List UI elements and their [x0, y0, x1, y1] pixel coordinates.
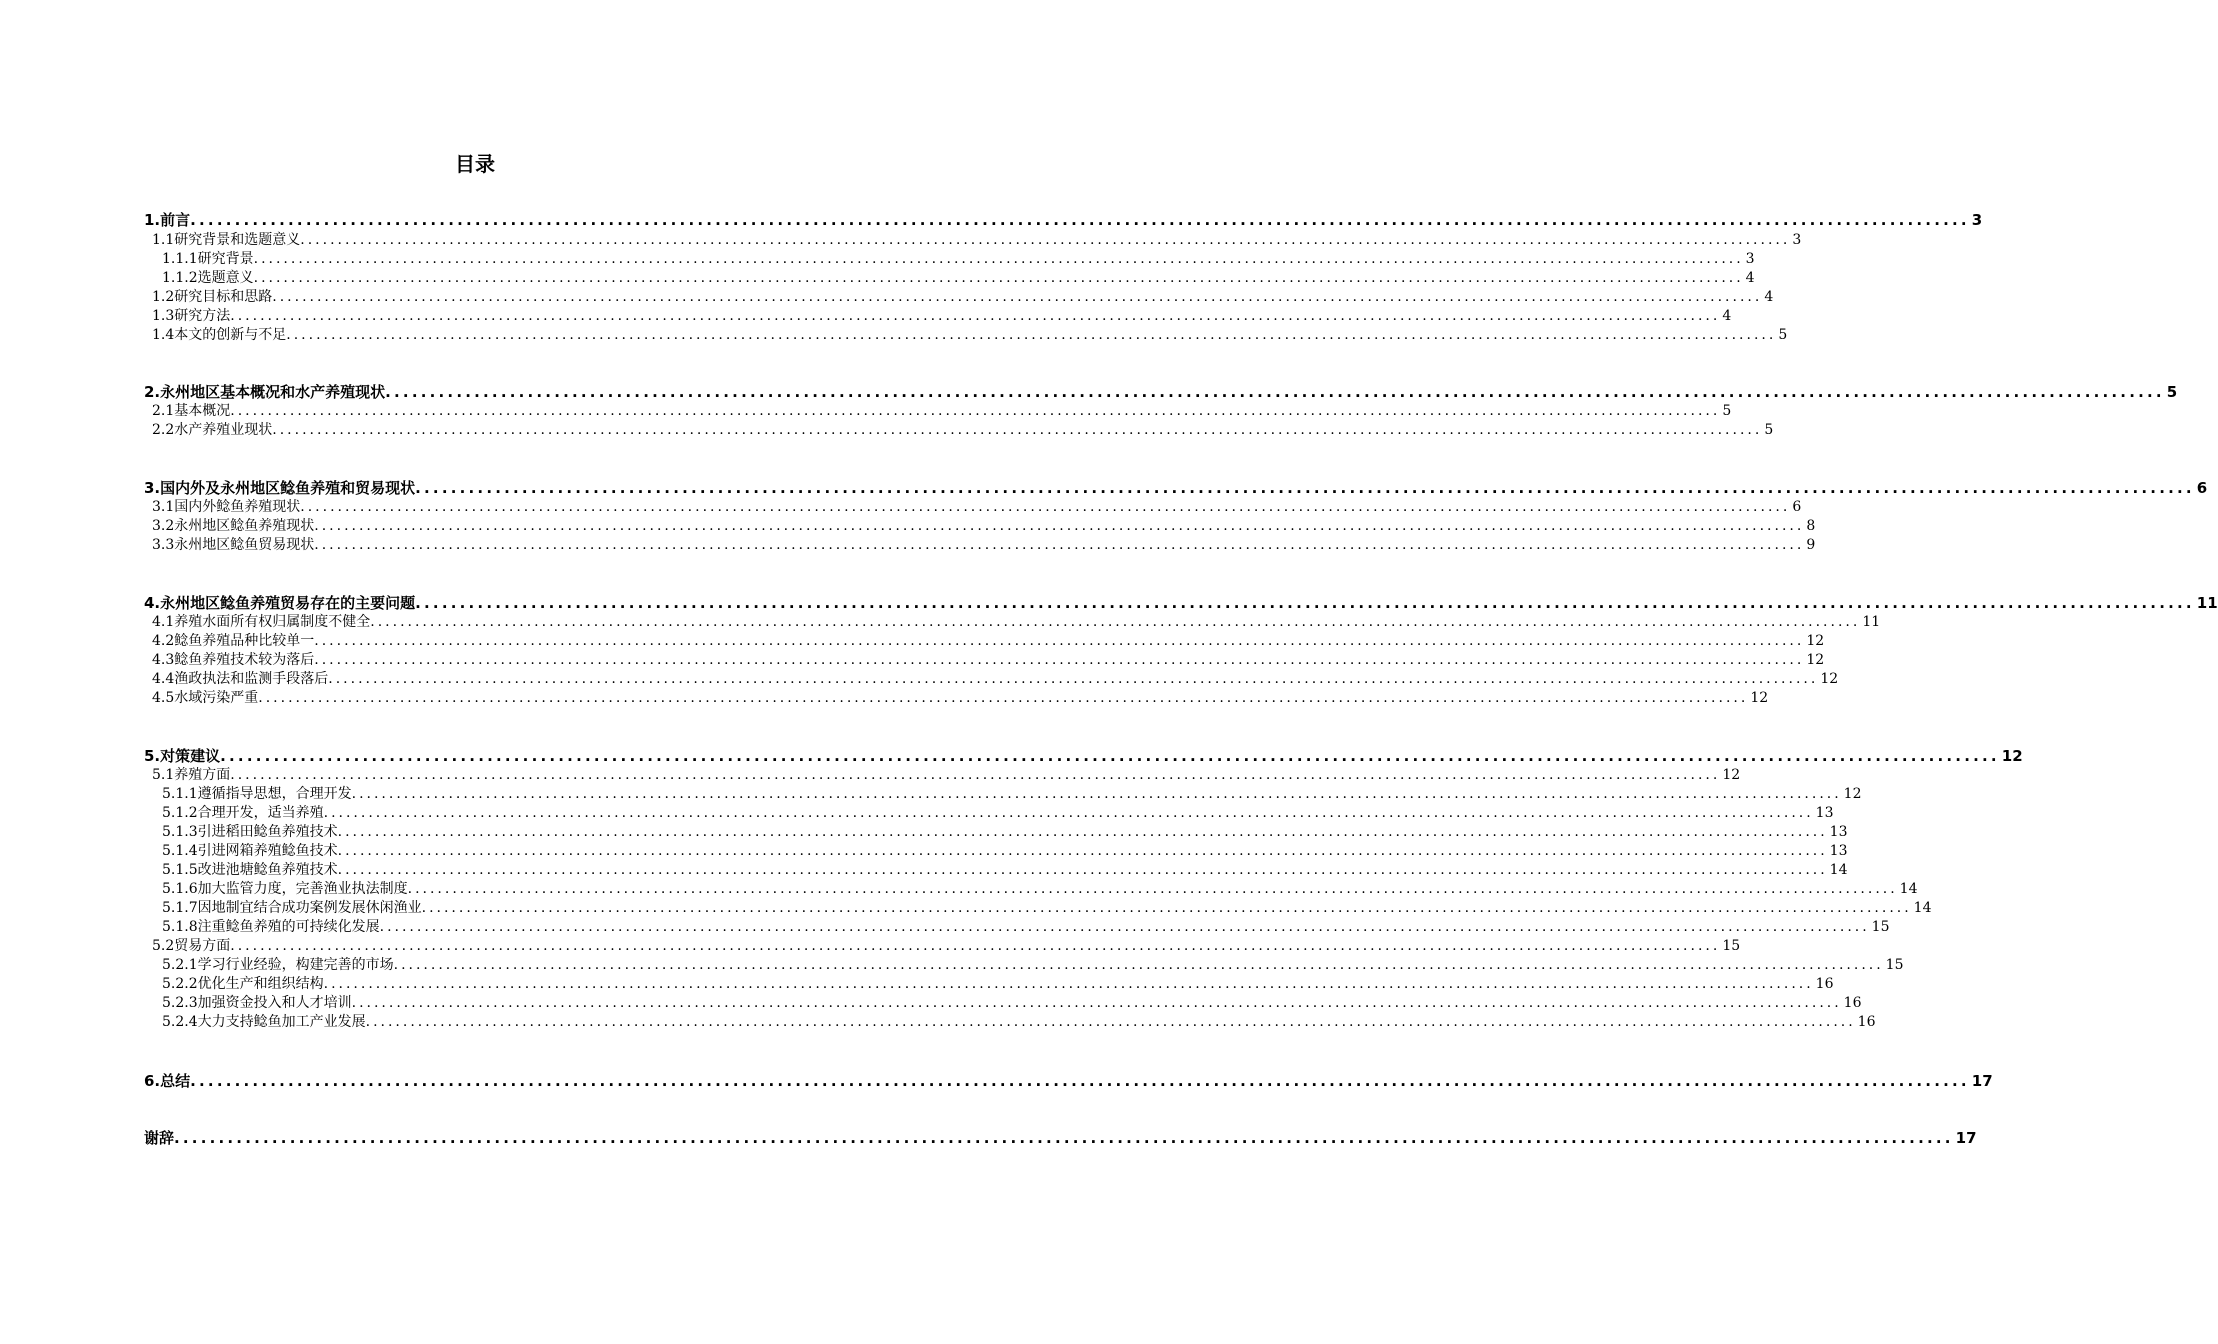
- toc-entry[interactable]: [152, 766, 1741, 785]
- toc-entry-page: 9: [1806, 537, 1816, 553]
- toc-leader-dots: ........................................................................................................................................................................................................: [314, 518, 1805, 534]
- toc-entry-label: 1.1.2选题意义: [162, 270, 254, 286]
- toc-entry[interactable]: [152, 670, 1839, 689]
- toc-leader-dots: ........................................................................................................................................................................................................: [272, 289, 1763, 305]
- toc-entry-page: 12: [1750, 690, 1769, 706]
- toc-entry[interactable]: [144, 1071, 1993, 1091]
- toc-entry[interactable]: [162, 975, 1834, 994]
- toc-entry[interactable]: [152, 288, 1774, 307]
- toc-entry[interactable]: [152, 307, 1732, 326]
- toc-entry-page: 5: [1722, 403, 1732, 419]
- toc-entry-label: 1.4本文的创新与不足: [152, 327, 287, 343]
- toc-entry-page: 5: [1764, 422, 1774, 438]
- toc-entry-label: 5.1.7因地制宜结合成功案例发展休闲渔业: [162, 900, 422, 916]
- toc-entry[interactable]: [144, 382, 2178, 402]
- toc-leader-dots: ........................................................................................................................................................................................................: [328, 671, 1819, 687]
- toc-leader-dots: ........................................................................................................................................................................................................: [272, 422, 1763, 438]
- toc-leader-dots: ........................................................................................................................................................................................................: [190, 1072, 1970, 1090]
- toc-entry[interactable]: [162, 899, 1932, 918]
- toc-entry[interactable]: [162, 804, 1834, 823]
- toc-leader-dots: ........................................................................................................................................................................................................: [407, 881, 1898, 897]
- toc-entry-label: 3.2永州地区鲶鱼养殖现状: [152, 518, 315, 534]
- toc-leader-dots: ........................................................................................................................................................................................................: [314, 537, 1805, 553]
- toc-entry[interactable]: [152, 498, 1802, 517]
- toc-leader-dots: ........................................................................................................................................................................................................: [385, 383, 2165, 401]
- toc-entry[interactable]: [162, 1013, 1876, 1032]
- toc-entry[interactable]: [152, 421, 1774, 440]
- toc-leader-dots: ........................................................................................................................................................................................................: [220, 747, 2000, 765]
- toc-entry[interactable]: [152, 651, 1825, 670]
- toc-leader-dots: ........................................................................................................................................................................................................: [365, 1014, 1856, 1030]
- toc-entry[interactable]: [162, 861, 1848, 880]
- toc-entry-label: 5.1养殖方面: [152, 767, 231, 783]
- toc-leader-dots: ........................................................................................................................................................................................................: [174, 1129, 1954, 1147]
- toc-entry[interactable]: [144, 746, 2023, 766]
- toc-entry-label: 4.2鲶鱼养殖品种比较单一: [152, 633, 315, 649]
- toc-entry[interactable]: [152, 517, 1816, 536]
- toc-entry[interactable]: [162, 823, 1848, 842]
- toc-entry-label: 5.2.2优化生产和组织结构: [162, 976, 324, 992]
- toc-entry-label: 6.总结: [144, 1072, 191, 1090]
- toc-entry-page: 16: [1815, 976, 1834, 992]
- toc-entry[interactable]: [162, 956, 1904, 975]
- toc-entry-page: 4: [1722, 308, 1732, 324]
- toc-leader-dots: ........................................................................................................................................................................................................: [258, 690, 1749, 706]
- toc-entry-page: 13: [1815, 805, 1834, 821]
- toc-entry[interactable]: [162, 918, 1890, 937]
- toc-entry[interactable]: [162, 994, 1862, 1013]
- toc-entry-page: 16: [1857, 1014, 1876, 1030]
- toc-entry-page: 4: [1764, 289, 1774, 305]
- toc-entry-page: 14: [1899, 881, 1918, 897]
- toc-entry-label: 1.1.1研究背景: [162, 251, 254, 267]
- toc-leader-dots: ........................................................................................................................................................................................................: [337, 824, 1828, 840]
- toc-entry-page: 12: [2001, 747, 2023, 765]
- toc-entry-page: 3: [1745, 251, 1755, 267]
- toc-entry-label: 4.永州地区鲶鱼养殖贸易存在的主要问题: [144, 594, 416, 612]
- toc-entry-label: 5.1.1遵循指导思想，合理开发: [162, 786, 352, 802]
- toc-entry-label: 5.对策建议: [144, 747, 221, 765]
- toc-leader-dots: ........................................................................................................................................................................................................: [351, 786, 1842, 802]
- toc-entry-page: 8: [1806, 518, 1816, 534]
- toc-entry-label: 2.2水产养殖业现状: [152, 422, 273, 438]
- toc-entry-label: 5.1.8注重鲶鱼养殖的可持续化发展: [162, 919, 380, 935]
- toc-entry-page: 13: [1829, 824, 1848, 840]
- toc-entry-page: 13: [1829, 843, 1848, 859]
- toc-entry-label: 4.5水域污染严重: [152, 690, 259, 706]
- toc-leader-dots: ........................................................................................................................................................................................................: [314, 633, 1805, 649]
- toc-entry-page: 3: [1792, 232, 1802, 248]
- toc-entry-page: 5: [2166, 383, 2178, 401]
- toc-entry-page: 12: [1843, 786, 1862, 802]
- toc-leader-dots: ........................................................................................................................................................................................................: [300, 499, 1791, 515]
- toc-entry[interactable]: [162, 250, 1755, 269]
- toc-leader-dots: ........................................................................................................................................................................................................: [337, 862, 1828, 878]
- toc-entry-label: 3.1国内外鲶鱼养殖现状: [152, 499, 301, 515]
- toc-entry-label: 3.国内外及永州地区鲶鱼养殖和贸易现状: [144, 479, 416, 497]
- toc-entry-label: 4.1养殖水面所有权归属制度不健全: [152, 614, 371, 630]
- toc-entry-page: 14: [1829, 862, 1848, 878]
- toc-leader-dots: ........................................................................................................................................................................................................: [300, 232, 1791, 248]
- toc-entry-page: 14: [1913, 900, 1932, 916]
- toc-entry[interactable]: [152, 536, 1816, 555]
- toc-entry-page: 11: [1862, 614, 1881, 630]
- toc-leader-dots: ........................................................................................................................................................................................................: [230, 403, 1721, 419]
- toc-entry-page: 17: [1955, 1129, 1977, 1147]
- toc-entry-label: 1.3研究方法: [152, 308, 231, 324]
- toc-leader-dots: ........................................................................................................................................................................................................: [337, 843, 1828, 859]
- toc-leader-dots: ........................................................................................................................................................................................................: [415, 479, 2195, 497]
- toc-leader-dots: ........................................................................................................................................................................................................: [230, 767, 1721, 783]
- toc-entry[interactable]: [144, 1128, 1977, 1148]
- toc-entry-label: 4.3鲶鱼养殖技术较为落后: [152, 652, 315, 668]
- toc-entry-label: 谢辞: [144, 1129, 175, 1147]
- toc-entry-page: 5: [1778, 327, 1788, 343]
- toc-title: 目录: [455, 152, 495, 176]
- toc-entry[interactable]: [152, 937, 1741, 956]
- toc-leader-dots: ........................................................................................................................................................................................................: [351, 995, 1842, 1011]
- toc-leader-dots: ........................................................................................................................................................................................................: [393, 957, 1884, 973]
- toc-entry-label: 5.1.4引进网箱养殖鲶鱼技术: [162, 843, 338, 859]
- toc-entry[interactable]: [152, 231, 1802, 250]
- toc-entry-label: 5.2.1学习行业经验，构建完善的市场: [162, 957, 394, 973]
- toc-entry[interactable]: [144, 210, 1983, 230]
- toc-entry-label: 3.3永州地区鲶鱼贸易现状: [152, 537, 315, 553]
- toc-entry-page: 12: [1722, 767, 1741, 783]
- toc-entry[interactable]: [152, 632, 1825, 651]
- toc-leader-dots: ........................................................................................................................................................................................................: [253, 270, 1744, 286]
- toc-entry[interactable]: [162, 269, 1755, 288]
- toc-entry[interactable]: [144, 593, 2218, 613]
- toc-leader-dots: ........................................................................................................................................................................................................: [314, 652, 1805, 668]
- toc-entry-label: 5.2贸易方面: [152, 938, 231, 954]
- toc-entry[interactable]: [152, 689, 1769, 708]
- toc-entry-label: 5.2.3加强资金投入和人才培训: [162, 995, 352, 1011]
- toc-entry[interactable]: [152, 613, 1881, 632]
- toc-entry-label: 1.2研究目标和思路: [152, 289, 273, 305]
- toc-leader-dots: ........................................................................................................................................................................................................: [421, 900, 1912, 916]
- toc-entry[interactable]: [144, 478, 2208, 498]
- toc-entry-page: 17: [1971, 1072, 1993, 1090]
- toc-entry-label: 5.1.5改进池塘鲶鱼养殖技术: [162, 862, 338, 878]
- toc-entry-label: 1.前言: [144, 211, 191, 229]
- toc-entry[interactable]: [152, 402, 1732, 421]
- toc-leader-dots: ........................................................................................................................................................................................................: [286, 327, 1777, 343]
- toc-entry-page: 15: [1722, 938, 1741, 954]
- toc-entry[interactable]: [162, 785, 1862, 804]
- toc-entry-label: 2.永州地区基本概况和水产养殖现状: [144, 383, 386, 401]
- toc-entry-label: 2.1基本概况: [152, 403, 231, 419]
- toc-entry-label: 5.1.3引进稻田鲶鱼养殖技术: [162, 824, 338, 840]
- toc-entry-page: 15: [1871, 919, 1890, 935]
- toc-entry-label: 5.1.2合理开发，适当养殖: [162, 805, 324, 821]
- toc-entry-label: 5.1.6加大监管力度，完善渔业执法制度: [162, 881, 408, 897]
- toc-leader-dots: ........................................................................................................................................................................................................: [230, 938, 1721, 954]
- toc-entry[interactable]: [152, 326, 1788, 345]
- toc-entry-page: 15: [1885, 957, 1904, 973]
- toc-entry-label: 4.4渔政执法和监测手段落后: [152, 671, 329, 687]
- toc-leader-dots: ........................................................................................................................................................................................................: [370, 614, 1861, 630]
- toc-entry[interactable]: [162, 842, 1848, 861]
- toc-leader-dots: ........................................................................................................................................................................................................: [379, 919, 1870, 935]
- toc-leader-dots: ........................................................................................................................................................................................................: [323, 976, 1814, 992]
- toc-entry-page: 12: [1806, 633, 1825, 649]
- toc-leader-dots: ........................................................................................................................................................................................................: [253, 251, 1744, 267]
- toc-entry-page: 16: [1843, 995, 1862, 1011]
- toc-entry-page: 6: [2196, 479, 2208, 497]
- toc-entry-page: 12: [1820, 671, 1839, 687]
- toc-leader-dots: ........................................................................................................................................................................................................: [230, 308, 1721, 324]
- toc-entry-page: 4: [1745, 270, 1755, 286]
- toc-leader-dots: ........................................................................................................................................................................................................: [415, 594, 2195, 612]
- toc-entry-page: 3: [1971, 211, 1983, 229]
- toc-entry-label: 5.2.4大力支持鲶鱼加工产业发展: [162, 1014, 366, 1030]
- toc-leader-dots: ........................................................................................................................................................................................................: [323, 805, 1814, 821]
- toc-entry-label: 1.1研究背景和选题意义: [152, 232, 301, 248]
- toc-entry-page: 6: [1792, 499, 1802, 515]
- toc-leader-dots: ........................................................................................................................................................................................................: [190, 211, 1970, 229]
- toc-entry-page: 11: [2196, 594, 2218, 612]
- toc-entry[interactable]: [162, 880, 1918, 899]
- toc-entry-page: 12: [1806, 652, 1825, 668]
